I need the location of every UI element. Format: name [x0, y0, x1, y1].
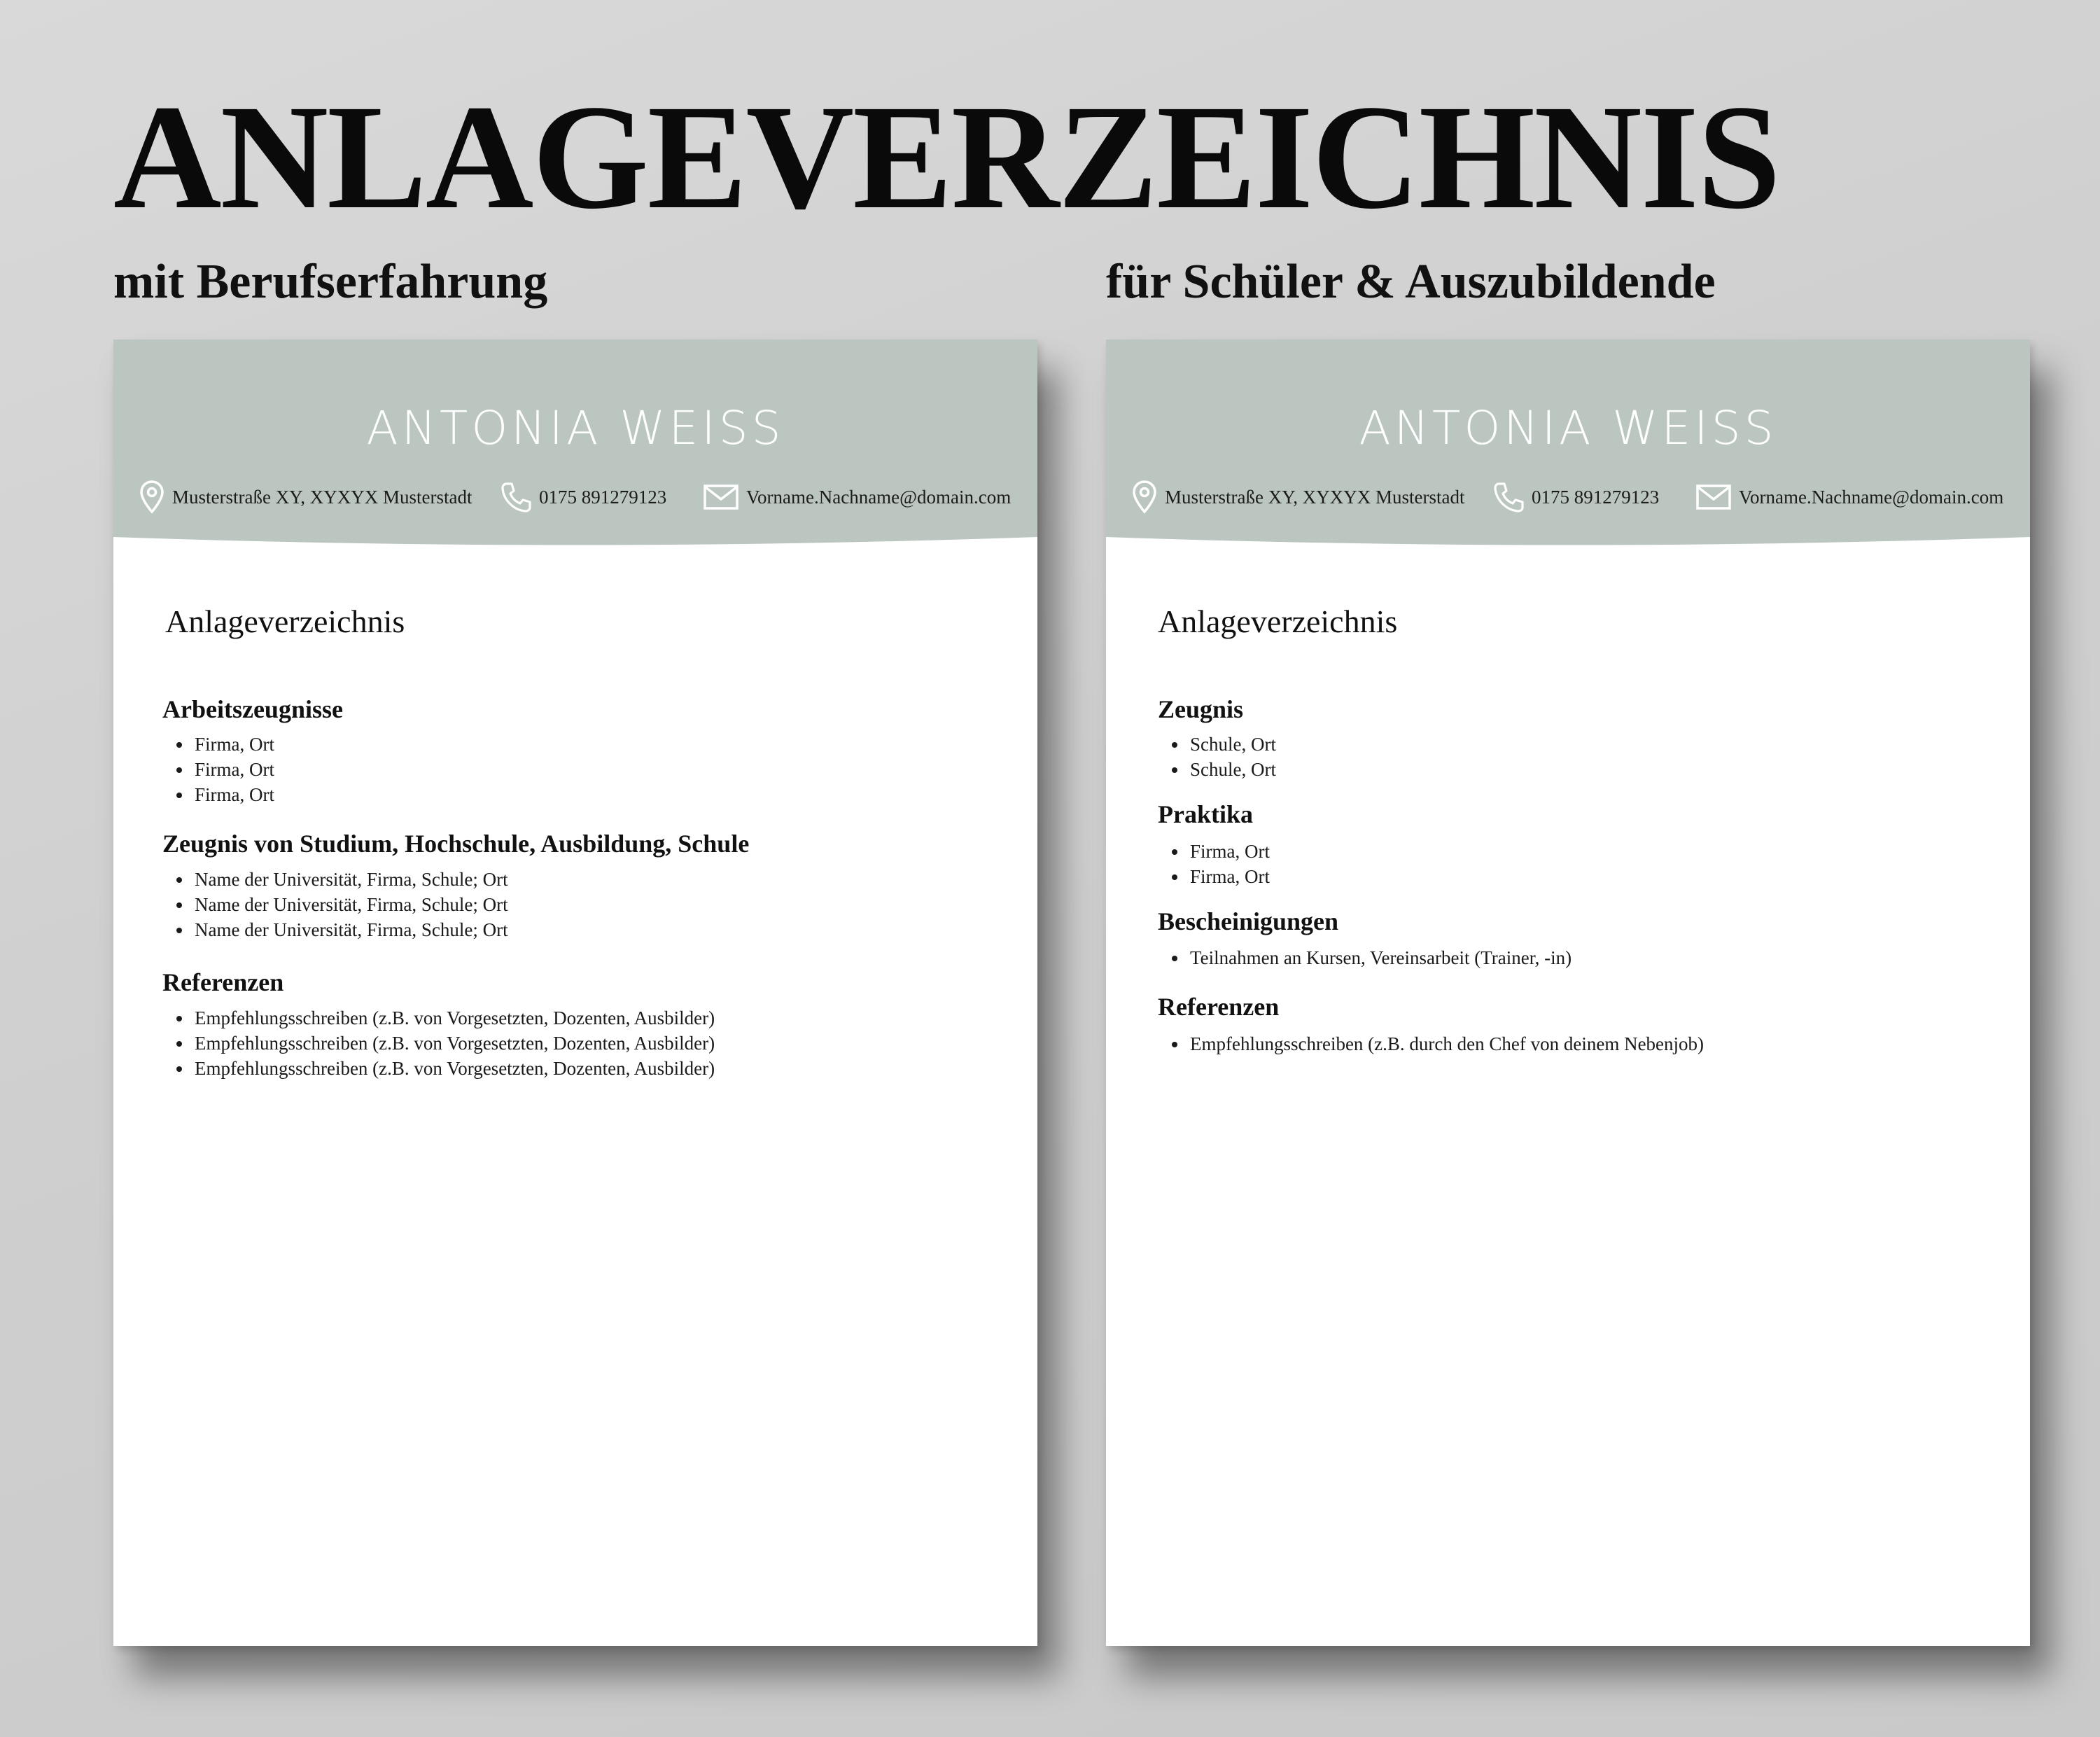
contact-phone [500, 477, 666, 517]
list-item: Teilnahmen an Kursen, Vereinsarbeit (Trainer, -in) [1190, 947, 1572, 968]
document-title: Anlageverzeichnis [165, 604, 405, 639]
list-item: Firma, Ort [1190, 841, 1270, 862]
list-item: Schule, Ort [1190, 734, 1276, 755]
list-item: Firma, Ort [195, 784, 274, 805]
subtitle-experienced: mit Berufserfahrung [113, 255, 548, 309]
section-heading: Praktika [1158, 800, 1254, 828]
applicant-name: ANTONIA WEISS [1359, 401, 1777, 455]
phone-text: 0175 891279123 [539, 486, 667, 508]
mail-icon [1695, 483, 1732, 511]
list-item: Empfehlungsschreiben (z.B. durch den Chef von deinem Nebenjob) [1190, 1033, 1704, 1054]
list-item: Firma, Ort [1190, 866, 1270, 887]
address-text: Musterstraße XY, XYXYX Musterstadt [1165, 486, 1465, 508]
header-band [1106, 340, 2030, 547]
section-heading: Referenzen [1158, 993, 1280, 1021]
list-item: Empfehlungsschreiben (z.B. von Vorgesetzten, Dozenten, Ausbilder) [195, 1058, 715, 1079]
phone-text: 0175 891279123 [1532, 486, 1660, 508]
list-item: Empfehlungsschreiben (z.B. von Vorgesetzten, Dozenten, Ausbilder) [195, 1007, 715, 1028]
list-item: Empfehlungsschreiben (z.B. von Vorgesetzten, Dozenten, Ausbilder) [195, 1033, 715, 1054]
list-item: Name der Universität, Firma, Schule; Ort [195, 894, 508, 915]
applicant-name: ANTONIA WEISS [366, 401, 785, 455]
list-item: Name der Universität, Firma, Schule; Ort [195, 919, 508, 940]
section-heading: Zeugnis von Studium, Hochschule, Ausbildung, Schule [162, 830, 750, 858]
list-item: Firma, Ort [195, 759, 274, 780]
document-page-left [113, 340, 1037, 1646]
section-heading: Referenzen [162, 968, 284, 996]
email-text: Vorname.Nachname@domain.com [1739, 486, 2004, 508]
contact-address [1131, 477, 1464, 517]
contact-email [1695, 477, 2003, 517]
location-pin-icon [1131, 480, 1158, 515]
section-heading: Bescheinigungen [1158, 907, 1339, 935]
list-item: Name der Universität, Firma, Schule; Ort [195, 869, 508, 890]
header-band [113, 340, 1037, 547]
address-text: Musterstraße XY, XYXYX Musterstadt [172, 486, 472, 508]
contact-email [703, 477, 1011, 517]
contact-phone [1492, 477, 1659, 517]
phone-icon [1492, 481, 1525, 513]
list-item: Firma, Ort [195, 734, 274, 755]
section-heading: Arbeitszeugnisse [162, 695, 343, 723]
phone-icon [500, 481, 532, 513]
section-heading: Zeugnis [1158, 695, 1244, 723]
email-text: Vorname.Nachname@domain.com [746, 486, 1011, 508]
document-page-right [1106, 340, 2030, 1646]
mail-icon [703, 483, 739, 511]
list-item: Schule, Ort [1190, 759, 1276, 780]
contact-address [139, 477, 472, 517]
document-title: Anlageverzeichnis [1158, 604, 1398, 639]
subtitle-students: für Schüler & Auszubildende [1106, 255, 1716, 309]
main-title: ANLAGEVERZEICHNIS [113, 74, 1779, 240]
location-pin-icon [139, 480, 165, 515]
